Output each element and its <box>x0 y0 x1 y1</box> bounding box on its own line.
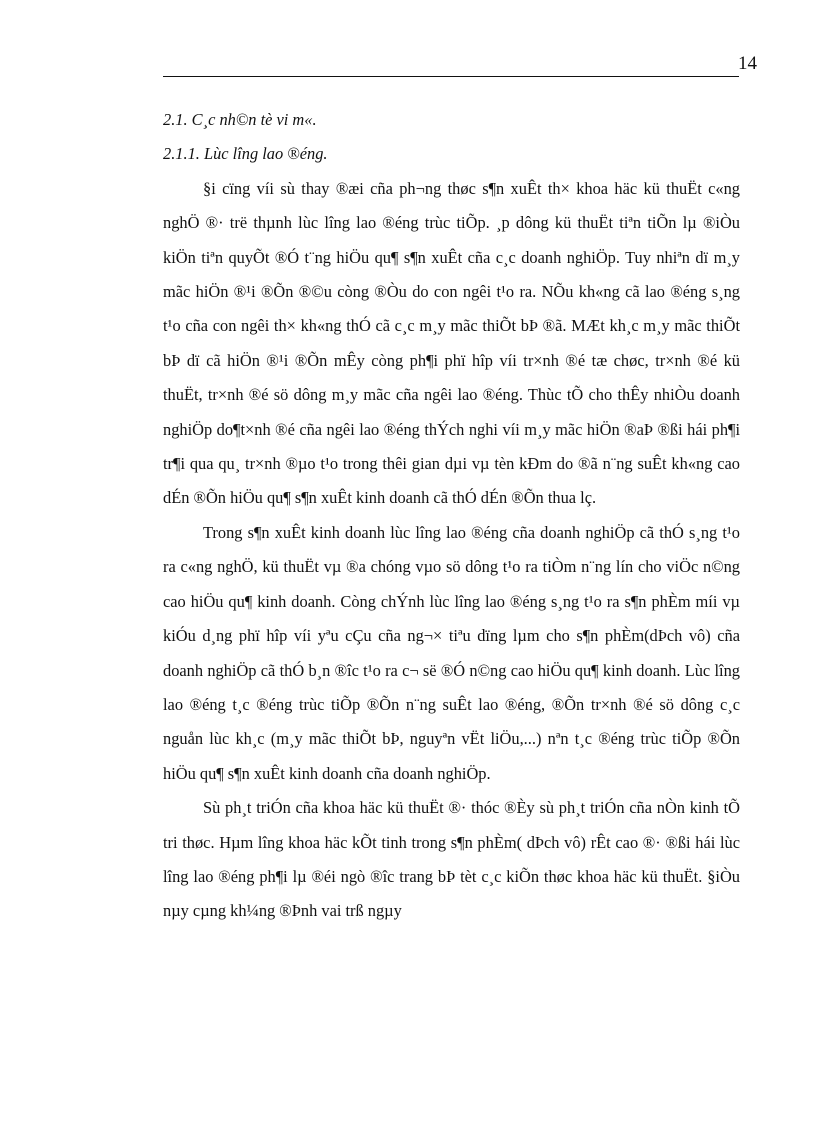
section-heading: 2.1. C¸c nh©n tè vi m«. <box>163 110 317 129</box>
paragraph-1: §i cïng víi sù thay ®æi cña ph¬ng thøc s¶n xuÊt th× khoa häc kü thuËt c«ng nghÖ ®· trë thµnh lùc lîng lao ®éng trùc tiÕp. ¸p dông kü thuËt tiªn tiÕn lµ ®iÒu kiÖn tiªn quyÕt ®Ó t¨ng hiÖu qu¶ s¶n xuÊt cña c¸c doanh nghiÖp. Tuy nhiªn dï m¸y mãc hiÖn ®¹i ®Õn ®©u còng ®Òu do con ngêi t¹o ra. NÕu kh«ng cã lao ®éng s¸ng t¹o cña con ngêi th× kh«ng thÓ cã c¸c m¸y mãc thiÕt bÞ ®ã. MÆt kh¸c m¸y mãc thiÕt bÞ dï cã hiÖn ®¹i ®Õn mÊy còng ph¶i phï hîp víi tr×nh ®é tæ chøc, tr×nh ®é kü thuËt, tr×nh ®é sö dông m¸y mãc cña ngêi lao ®éng. Thùc tÕ cho thÊy nhiÒu doanh nghiÖp do¶t×nh ®é cña ngêi lao ®éng thÝch nghi víi m¸y mãc hiÖn ®aÞ ®ßi hái ph¶i tr¶i qua qu¸ tr×nh ®µo t¹o trong thêi gian dµi vµ tèn kÐm do ®ã n¨ng suÊt kh«ng cao dÉn ®Õn hiÖu qu¶ s¶n xuÊt kinh doanh cã thÓ dÉn ®Õn thua lç. <box>163 178 740 508</box>
page-number: 14 <box>738 53 757 74</box>
paragraph-2: Trong s¶n xuÊt kinh doanh lùc lîng lao ®éng cña doanh nghiÖp cã thÓ s¸ng t¹o ra c«ng nghÖ, kü thuËt vµ ®a chóng vµo sö dông t¹o ra tiÒm n¨ng lín cho viÖc n©ng cao hiÖu qu¶ kinh doanh. Còng chÝnh lùc lîng lao ®éng s¸ng t¹o ra s¶n phÈm míi vµ kiÓu d¸ng phï hîp víi yªu cÇu cña ng¬× tiªu dïng lµm cho s¶n phÈm(dÞch vô) cña doanh nghiÖp cã thÓ b¸n ®îc t¹o ra c¬ së ®Ó n©ng cao hiÖu qu¶ kinh doanh. Lùc lîng lao ®éng t¸c ®éng trùc tiÕp ®Õn n¨ng suÊt lao ®éng, ®Õn tr×nh ®é sö dông c¸c nguån lùc kh¸c (m¸y mãc thiÕt bÞ, nguyªn vËt liÖu,...) nªn t¸c ®éng trùc tiÕp ®Õn hiÖu qu¶ s¶n xuÊt kinh doanh cña doanh nghiÖp. <box>163 522 740 783</box>
subsection-heading: 2.1.1. Lùc lîng lao ®éng. <box>163 144 328 164</box>
body-text <box>163 103 740 929</box>
header-rule <box>163 76 739 77</box>
paragraph-3: Sù ph¸t triÓn cña khoa häc kü thuËt ®· thóc ®Èy sù ph¸t triÓn cña nÒn kinh tÕ tri thøc. Hµm lîng khoa häc kÕt tinh trong s¶n phÈm( dÞch vô) rÊt cao ®· ®ßi hái lùc lîng lao ®éng ph¶i lµ ®éi ngò ®îc trang bÞ tèt c¸c kiÕn thøc khoa häc kü thuËt. §iÒu nµy cµng kh¼ng ®Þnh vai trß ngµy <box>163 798 740 921</box>
